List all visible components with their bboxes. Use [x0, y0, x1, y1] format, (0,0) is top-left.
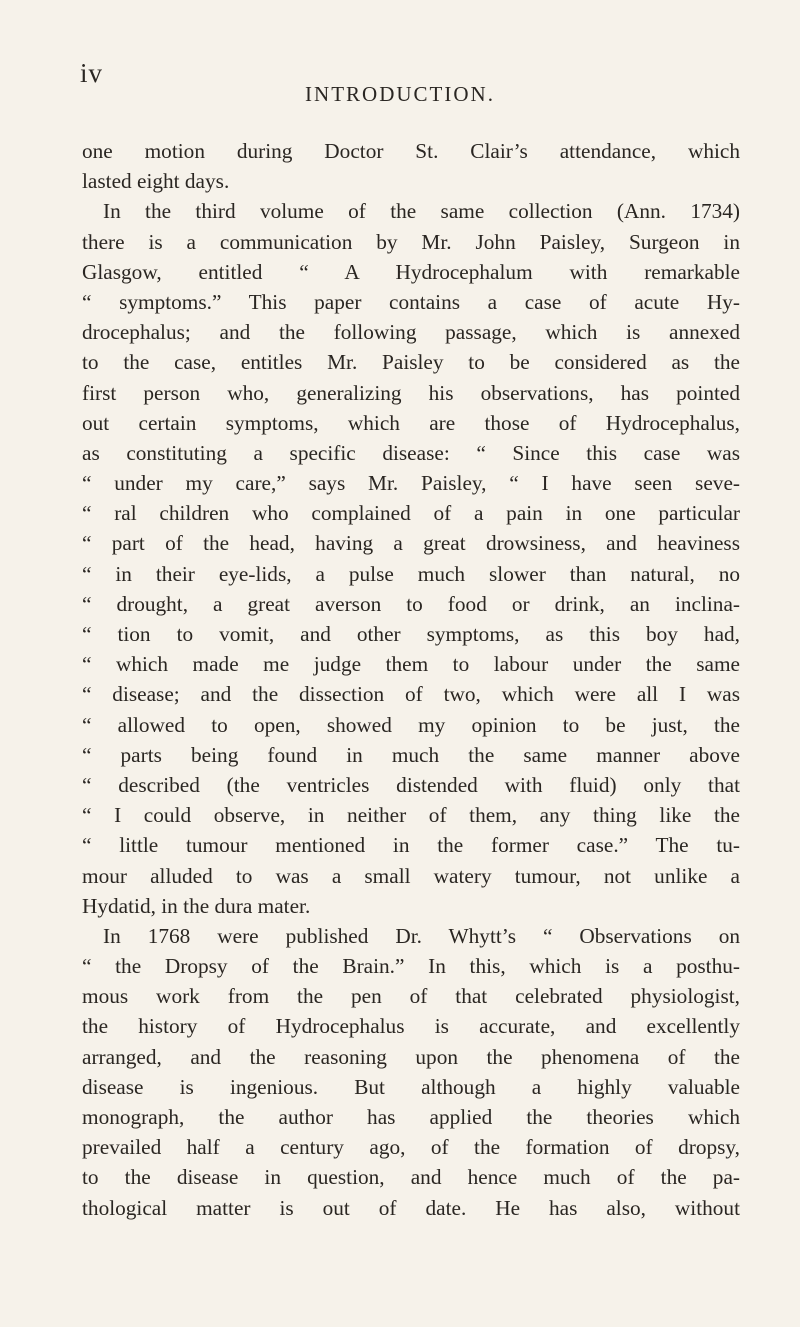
- text-line: “ part of the head, having a great drowsiness, and heaviness: [82, 531, 740, 556]
- text-line: “ which made me judge them to labour under the same: [82, 652, 740, 677]
- text-line: thological matter is out of date. He has also, without: [82, 1195, 740, 1220]
- text-line: “ described (the ventricles distended with fluid) only that: [82, 772, 740, 797]
- page-number: iv: [80, 58, 104, 88]
- text-line: “ ral children who complained of a pain in one particular: [82, 501, 740, 526]
- text-line: “ the Dropsy of the Brain.” In this, which is a posthu-: [82, 954, 740, 979]
- text-line: “ in their eye-lids, a pulse much slower than natural, no: [82, 561, 740, 586]
- text-line: “ little tumour mentioned in the former case.” The tu-: [82, 833, 740, 858]
- text-line: “ symptoms.” This paper contains a case of acute Hy-: [82, 289, 740, 314]
- text-line: to the case, entitles Mr. Paisley to be considered as the: [82, 350, 740, 375]
- text-line: prevailed half a century ago, of the formation of dropsy,: [82, 1135, 740, 1160]
- text-line: the history of Hydrocephalus is accurate, and excellently: [82, 1014, 740, 1039]
- text-line: drocephalus; and the following passage, which is annexed: [82, 320, 740, 345]
- text-line: there is a communication by Mr. John Paisley, Surgeon in: [82, 229, 740, 254]
- text-line: first person who, generalizing his observations, has pointed: [82, 380, 740, 405]
- text-line: lasted eight days.: [82, 169, 230, 194]
- running-head: INTRODUCTION.: [305, 82, 495, 106]
- body-text: [82, 136, 740, 1223]
- text-line: mour alluded to was a small watery tumour, not unlike a: [82, 863, 740, 888]
- text-line: “ I could observe, in neither of them, any thing like the: [82, 803, 740, 828]
- text-line: mous work from the pen of that celebrated physiologist,: [82, 984, 740, 1009]
- text-line: Hydatid, in the dura mater.: [82, 893, 311, 918]
- text-line: “ parts being found in much the same manner above: [82, 742, 740, 767]
- text-line: “ under my care,” says Mr. Paisley, “ I have seen seve-: [82, 471, 740, 496]
- text-line: “ drought, a great averson to food or drink, an inclina-: [82, 591, 740, 616]
- text-line: to the disease in question, and hence much of the pa-: [82, 1165, 740, 1190]
- text-line: “ disease; and the dissection of two, which were all I was: [82, 682, 740, 707]
- text-line: “ allowed to open, showed my opinion to be just, the: [82, 712, 740, 737]
- text-line: out certain symptoms, which are those of Hydrocephalus,: [82, 410, 740, 435]
- text-line: Glasgow, entitled “ A Hydrocephalum with remarkable: [82, 259, 740, 284]
- text-line: arranged, and the reasoning upon the phenomena of the: [82, 1044, 740, 1069]
- text-line: one motion during Doctor St. Clair’s attendance, which: [82, 139, 740, 163]
- text-line: monograph, the author has applied the theories which: [82, 1105, 740, 1129]
- text-line: In 1768 were published Dr. Whytt’s “ Observations on: [103, 923, 740, 948]
- text-line: as constituting a specific disease: “ Since this case was: [82, 440, 740, 465]
- text-line: In the third volume of the same collection (Ann. 1734): [103, 199, 740, 224]
- text-line: “ tion to vomit, and other symptoms, as this boy had,: [82, 622, 740, 646]
- text-line: disease is ingenious. But although a highly valuable: [82, 1074, 740, 1099]
